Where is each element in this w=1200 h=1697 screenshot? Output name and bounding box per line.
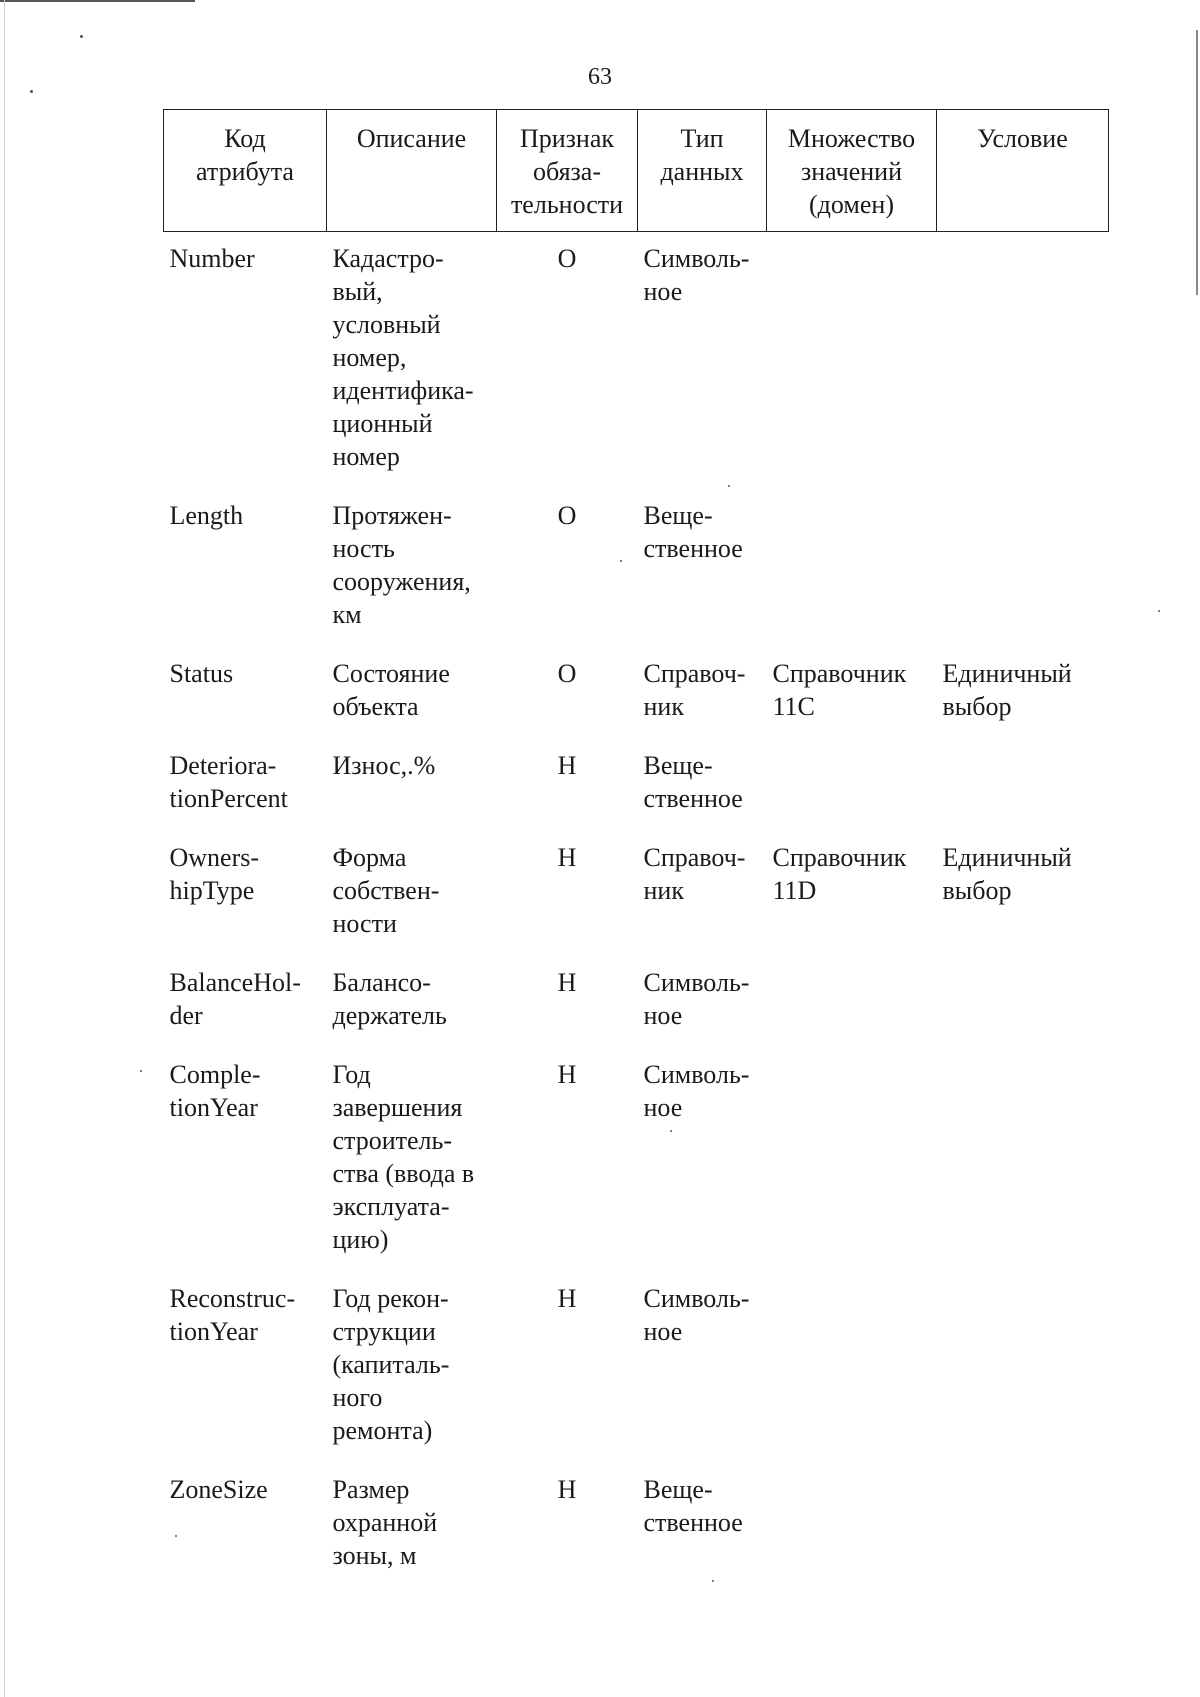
cell-text-line: Символь- xyxy=(643,1060,750,1089)
cell-text-line: данных xyxy=(660,157,744,186)
cell-text-line: Балансо- xyxy=(332,968,431,997)
data-type-cell xyxy=(638,749,767,841)
cell-text-line: ственное xyxy=(643,534,743,563)
header-data-type xyxy=(638,110,767,232)
table-row xyxy=(164,657,1109,749)
cell-text-line: Единичный xyxy=(942,843,1072,872)
cell-text-line: BalanceHol- xyxy=(169,968,301,997)
cell-text-line: условный xyxy=(332,310,441,339)
value-domain-cell xyxy=(767,499,937,657)
table-row xyxy=(164,841,1109,966)
cell-text-line: ное xyxy=(643,277,683,306)
data-type-cell xyxy=(638,657,767,749)
attribute-code-cell xyxy=(164,499,327,657)
data-type-cell xyxy=(638,232,767,500)
cell-text-line: ник xyxy=(643,876,684,905)
condition-cell xyxy=(937,1473,1109,1598)
required-flag-cell: Н xyxy=(557,843,577,872)
cell-text-line: держатель xyxy=(332,1001,447,1030)
scan-speck xyxy=(1158,610,1160,612)
attribute-code-cell xyxy=(164,749,327,841)
required-flag-cell: О xyxy=(557,501,577,530)
cell-text-line: ности xyxy=(332,909,397,938)
cell-text-line: ремонта) xyxy=(332,1416,433,1445)
data-type-cell xyxy=(638,966,767,1058)
description-cell xyxy=(327,1282,497,1473)
cell-text-line: ционный xyxy=(332,409,433,438)
description-cell xyxy=(327,499,497,657)
cell-text-line: атрибута xyxy=(196,157,294,186)
cell-text-line: Множество xyxy=(787,124,916,153)
attribute-code-cell xyxy=(164,232,327,500)
cell-text-line: выбор xyxy=(942,876,1012,905)
cell-text-line: Состояние xyxy=(332,659,450,688)
cell-text-line: ность xyxy=(332,534,395,563)
cell-text-line: Справоч- xyxy=(643,659,746,688)
cell-text-line: Comple- xyxy=(169,1060,261,1089)
required-flag-cell: Н xyxy=(557,1060,577,1089)
cell-text-line: Справочник xyxy=(772,843,907,872)
cell-text-line: Год xyxy=(332,1060,371,1089)
required-flag-cell: Н xyxy=(557,968,577,997)
data-type-cell xyxy=(638,1282,767,1473)
header-condition xyxy=(937,110,1109,232)
cell-text-line: Length xyxy=(169,501,244,530)
cell-text-line: Number xyxy=(169,244,255,273)
scan-speck xyxy=(80,35,83,38)
cell-text-line: ственное xyxy=(643,784,743,813)
attribute-code-cell xyxy=(164,1473,327,1598)
header-required-flag xyxy=(497,110,638,232)
value-domain-cell xyxy=(767,232,937,500)
cell-text-line: номер xyxy=(332,442,400,471)
cell-text-line: Износ,.% xyxy=(332,751,436,780)
cell-text-line: Форма xyxy=(332,843,407,872)
cell-text-line: номер, xyxy=(332,343,407,372)
condition-cell xyxy=(937,966,1109,1058)
description-cell xyxy=(327,749,497,841)
cell-text-line: ное xyxy=(643,1093,683,1122)
description-cell xyxy=(327,966,497,1058)
cell-text-line: Код xyxy=(224,124,266,153)
data-type-cell xyxy=(638,1058,767,1282)
cell-text-line: Справочник xyxy=(772,659,907,688)
table-row xyxy=(164,232,1109,500)
cell-text-line: ственное xyxy=(643,1508,743,1537)
cell-text-line: ное xyxy=(643,1001,683,1030)
cell-text-line: значений xyxy=(800,157,903,186)
condition-cell xyxy=(937,657,1109,749)
cell-text-line: вый, xyxy=(332,277,383,306)
cell-text-line: Единичный xyxy=(942,659,1072,688)
cell-text-line: ZoneSize xyxy=(169,1475,268,1504)
table-body xyxy=(164,232,1109,1599)
condition-cell xyxy=(937,232,1109,500)
data-type-cell xyxy=(638,841,767,966)
attribute-code-cell xyxy=(164,1058,327,1282)
cell-text-line: (домен) xyxy=(809,190,894,219)
cell-text-line: струкции xyxy=(332,1317,436,1346)
cell-text-line: охранной xyxy=(332,1508,438,1537)
cell-text-line: тельности xyxy=(510,190,624,219)
header-value-domain xyxy=(767,110,937,232)
cell-text-line: hipType xyxy=(169,876,255,905)
description-cell xyxy=(327,1058,497,1282)
cell-text-line: (капиталь- xyxy=(332,1350,450,1379)
value-domain-cell xyxy=(767,657,937,749)
required-flag-cell: Н xyxy=(557,1475,577,1504)
cell-text-line: собствен- xyxy=(332,876,440,905)
attribute-code-cell xyxy=(164,1282,327,1473)
table-header-row xyxy=(164,110,1109,232)
description-cell xyxy=(327,841,497,966)
cell-text-line: обяза- xyxy=(532,157,601,186)
cell-text-line: Символь- xyxy=(643,968,750,997)
value-domain-cell xyxy=(767,749,937,841)
required-flag-cell: О xyxy=(557,244,577,273)
cell-text-line: выбор xyxy=(942,692,1012,721)
cell-text-line: tionYear xyxy=(169,1093,258,1122)
condition-cell xyxy=(937,749,1109,841)
required-flag-cell: О xyxy=(557,659,577,688)
attribute-code-cell xyxy=(164,966,327,1058)
table-row xyxy=(164,1473,1109,1598)
table-row xyxy=(164,1282,1109,1473)
cell-text-line: ное xyxy=(643,1317,683,1346)
value-domain-cell xyxy=(767,966,937,1058)
description-cell xyxy=(327,1473,497,1598)
required-flag-cell: Н xyxy=(557,751,577,780)
cell-text-line: идентифика- xyxy=(332,376,474,405)
cell-text-line: tionYear xyxy=(169,1317,258,1346)
cell-text-line: цию) xyxy=(332,1225,389,1254)
cell-text-line: км xyxy=(332,600,362,629)
cell-text-line: эксплуата- xyxy=(332,1192,450,1221)
scan-edge-top xyxy=(0,0,195,2)
value-domain-cell xyxy=(767,1473,937,1598)
cell-text-line: der xyxy=(169,1001,203,1030)
data-type-cell xyxy=(638,1473,767,1598)
scan-edge-left xyxy=(4,0,5,1697)
data-type-cell xyxy=(638,499,767,657)
value-domain-cell xyxy=(767,1058,937,1282)
cell-text-line: Признак xyxy=(519,124,615,153)
description-cell xyxy=(327,232,497,500)
required-flag-cell: Н xyxy=(557,1284,577,1313)
attribute-code-cell xyxy=(164,841,327,966)
cell-text-line: Описание xyxy=(356,124,467,153)
cell-text-line: Deteriora- xyxy=(169,751,277,780)
value-domain-cell xyxy=(767,1282,937,1473)
cell-text-line: 11D xyxy=(772,876,817,905)
cell-text-line: Веще- xyxy=(643,1475,713,1504)
cell-text-line: Символь- xyxy=(643,244,750,273)
attribute-table xyxy=(163,109,1109,1598)
table-row xyxy=(164,1058,1109,1282)
cell-text-line: Кадастро- xyxy=(332,244,444,273)
cell-text-line: Год рекон- xyxy=(332,1284,449,1313)
header-description xyxy=(327,110,497,232)
attribute-code-cell xyxy=(164,657,327,749)
cell-text-line: Условие xyxy=(977,124,1068,153)
cell-text-line: Размер xyxy=(332,1475,410,1504)
cell-text-line: объекта xyxy=(332,692,419,721)
cell-text-line: Протяжен- xyxy=(332,501,452,530)
cell-text-line: ник xyxy=(643,692,684,721)
condition-cell xyxy=(937,1282,1109,1473)
condition-cell xyxy=(937,1058,1109,1282)
cell-text-line: Reconstruc- xyxy=(169,1284,296,1313)
cell-text-line: Веще- xyxy=(643,501,713,530)
cell-text-line: ства (ввода в xyxy=(332,1159,475,1188)
cell-text-line: Owners- xyxy=(169,843,260,872)
cell-text-line: Тип xyxy=(680,124,724,153)
cell-text-line: строитель- xyxy=(332,1126,453,1155)
header-attribute-code xyxy=(164,110,327,232)
condition-cell xyxy=(937,841,1109,966)
cell-text-line: Веще- xyxy=(643,751,713,780)
cell-text-line: tionPercent xyxy=(169,784,288,813)
cell-text-line: Справоч- xyxy=(643,843,746,872)
description-cell xyxy=(327,657,497,749)
cell-text-line: 11С xyxy=(772,692,815,721)
value-domain-cell xyxy=(767,841,937,966)
cell-text-line: Символь- xyxy=(643,1284,750,1313)
page-number: 63 xyxy=(588,64,612,90)
condition-cell xyxy=(937,499,1109,657)
scan-speck xyxy=(140,1070,142,1072)
table-row xyxy=(164,499,1109,657)
cell-text-line: Status xyxy=(169,659,234,688)
table-row xyxy=(164,966,1109,1058)
table-row xyxy=(164,749,1109,841)
cell-text-line: завершения xyxy=(332,1093,463,1122)
cell-text-line: сооружения, xyxy=(332,567,471,596)
cell-text-line: зоны, м xyxy=(332,1541,417,1570)
cell-text-line: ного xyxy=(332,1383,383,1412)
